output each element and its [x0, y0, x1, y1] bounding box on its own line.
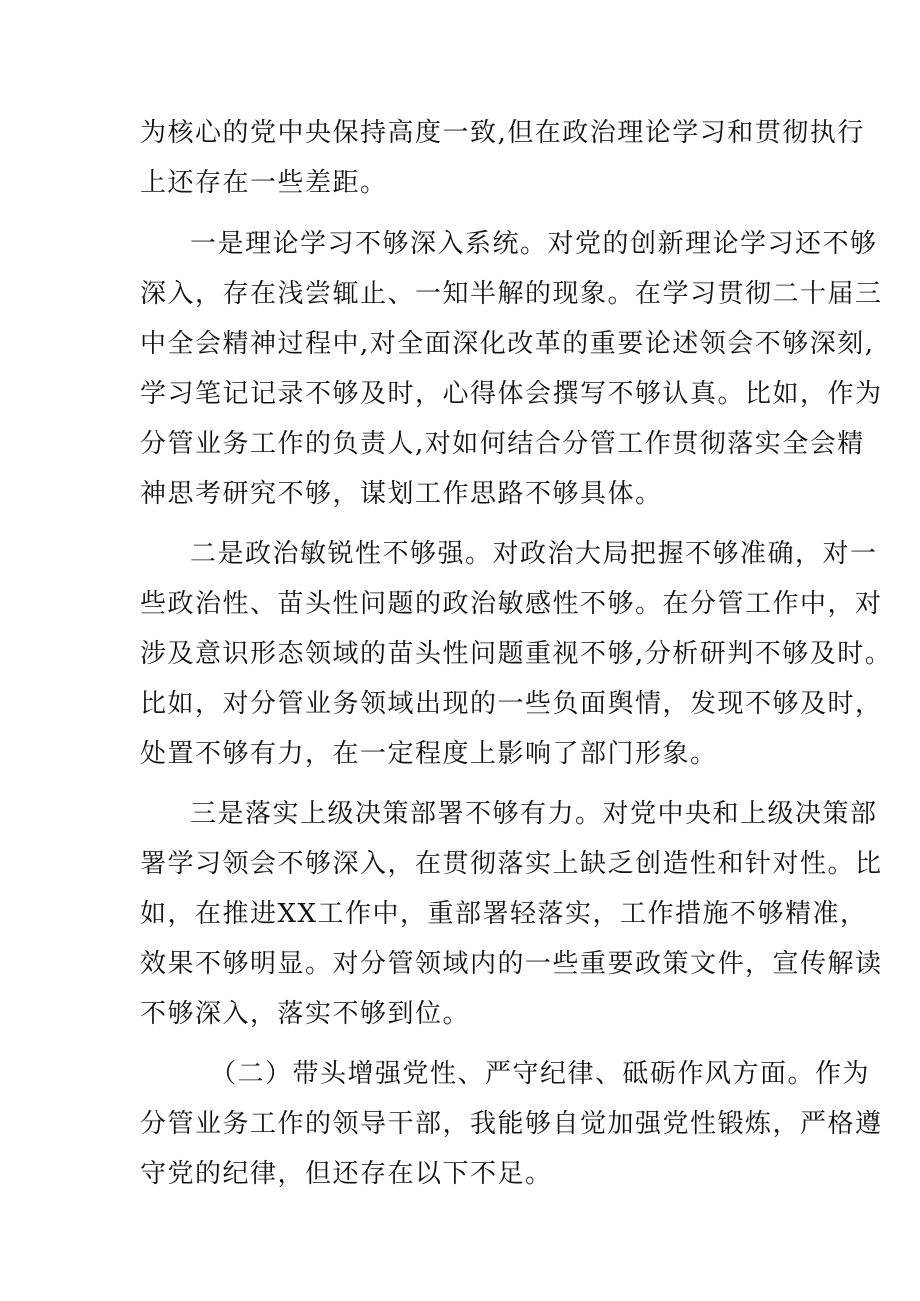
- text-line: 深入，存在浅尝辄止、一知半解的现象。在学习贯彻二十届三: [140, 279, 883, 309]
- text-line: 分管业务工作的负责人,对如何结合分管工作贯彻落实全会精: [140, 429, 865, 459]
- text-line: 中全会精神过程中,对全面深化改革的重要论述领会不够深刻,: [140, 329, 875, 359]
- text-line: 些政治性、苗头性问题的政治敏感性不够。在分管工作中，对: [140, 589, 883, 619]
- paragraph-heading-line: 三是落实上级决策部署不够有力。对党中央和上级决策部: [190, 799, 878, 829]
- text-line: 不够深入，落实不够到位。: [140, 999, 471, 1029]
- text-line: 学习笔记记录不够及时，心得体会撰写不够认真。比如，作为: [140, 379, 883, 409]
- text-line: 署学习领会不够深入，在贯彻落实上缺乏创造性和针对性。比: [140, 849, 883, 879]
- text-line: 神思考研究不够，谋划工作思路不够具体。: [140, 479, 663, 509]
- section-heading-line: （二）带头增强党性、严守纪律、砥砺作风方面。作为: [210, 1059, 871, 1089]
- paragraph-heading-line: 二是政治敏锐性不够强。对政治大局把握不够准确，对一: [190, 539, 878, 569]
- paragraph-heading-line: 一是理论学习不够深入系统。对党的创新理论学习还不够: [190, 229, 878, 259]
- text-line: 守党的纪律，但还存在以下不足。: [140, 1159, 553, 1189]
- text-line: 处置不够有力，在一定程度上影响了部门形象。: [140, 739, 718, 769]
- text-line: 上还存在一些差距。: [140, 168, 388, 198]
- text-line: 如，在推进XX工作中，重部署轻落实，工作措施不够精准，: [140, 899, 868, 929]
- text-line: 为核心的党中央保持高度一致,但在政治理论学习和贯彻执行: [140, 118, 865, 148]
- text-line: 比如，对分管业务领域出现的一些负面舆情，发现不够及时，: [140, 689, 883, 719]
- text-line: 涉及意识形态领域的苗头性问题重视不够,分析研判不够及时。: [140, 639, 893, 669]
- text-line: 效果不够明显。对分管领域内的一些重要政策文件，宣传解读: [140, 949, 883, 979]
- text-line: 分管业务工作的领导干部，我能够自觉加强党性锻炼，严格遵: [140, 1109, 883, 1139]
